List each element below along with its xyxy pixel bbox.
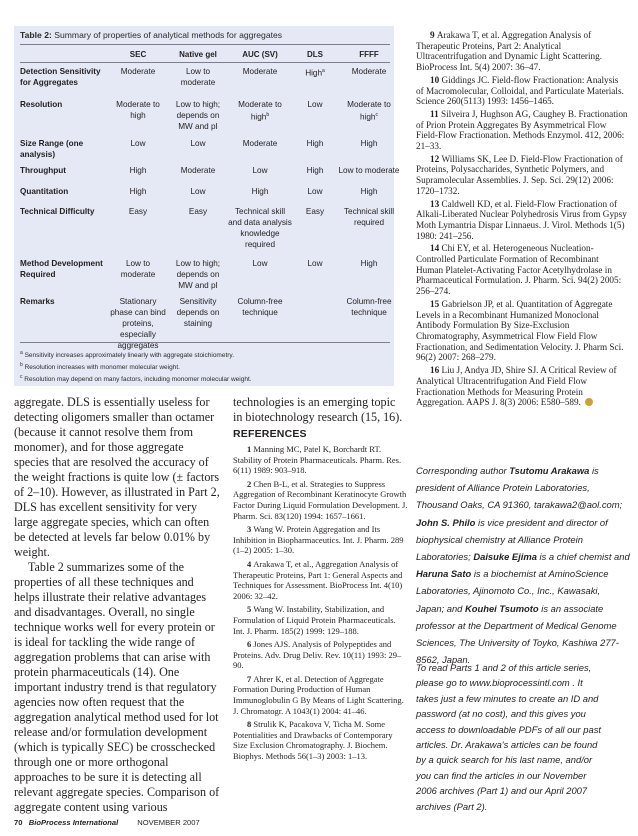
table-cell: Moderate	[242, 139, 278, 148]
table-footnote: $^c$ Resolution may depend on many factors, including monomer molecular weight.	[20, 374, 252, 384]
reference-item: 3 Wang W. Protein Aggregation and Its Inhibition in Biopharmaceutics. Int. J. Pharm. 289 (1–2) 2005: 1–30.	[233, 524, 404, 556]
table-cell: High	[360, 187, 378, 196]
table-cell: Low	[252, 259, 268, 268]
reference-item: 5 Wang W. Instability, Stabilization, and Formulation of Liquid Protein Pharmaceuticals. Int. J. Pharm. 185(2) 1999: 129–188.	[233, 604, 396, 636]
table-cell: Moderate	[120, 67, 156, 76]
table-cell: Moderate	[242, 67, 278, 76]
author-bio: Corresponding author Tsutomu Arakawa is president of Alliance Protein Laboratories, Thousand Oaks, CA 91360, tarakawa2@aol.com; John S. Philo is vice president and director of biophysical chemistry at Alliance Protein Laboratories; Daisuke Ejima is a chief chemist and Haruna Sato is a biochemist at AminoScience Laboratories, Ajinomoto Co., Inc., Kawasaki, Japan; and Kouhei Tsumoto is an associate professor at the Department of Medical Genome Sciences, The University of Toyko, Kashiwa 277-8562, Japan.	[416, 465, 630, 666]
references-list-mid	[233, 444, 409, 765]
table-cell: Low to moderate	[180, 67, 216, 87]
table-cell: Easy	[128, 207, 148, 216]
reader-note-line: archives (Part 2).	[416, 800, 488, 812]
table-cell: Moderate	[180, 166, 216, 175]
table-cell: Column-free technique	[346, 297, 392, 317]
table-row-label: Quantitation	[20, 187, 69, 196]
table-cell: Technical skill and data analysis knowledge required	[228, 207, 292, 249]
table-cell: Moderate to high$^c$	[347, 100, 391, 122]
table-row-label: Detection Sensitivity for Aggregates	[20, 67, 101, 87]
table-cell: High	[129, 166, 147, 175]
table-cell: Low to high; depends on MW and pI	[175, 100, 221, 131]
table-title	[20, 30, 282, 40]
table-footnote: $^b$ Resolution increases with monomer molecular weight.	[20, 362, 180, 372]
reference-item: 13 Caldwell KD, et al. Field-Flow Fractionation of Alkali-Liberated Nuclear Polyhedrosis Virus from Gypsy Moth Lymantria Dispar Linnaeus. J. Virol. Methods 1(5) 1980: 241–256.	[416, 198, 627, 241]
body-paragraph: Table 2 summarizes some of the properties of all these techniques and helps illustrate their relative advantages and disadvantages. Overall, no single technique works well for every protein or is ideal for tackling the wide range of aggregation problems that can arise with protein pharmaceuticals (14). One important industry trend is that regulatory agencies now often request that the aggregation analytical method used for lot release and/or formulation development (which is typically SEC) be crosschecked through one or more orthogonal approaches to be sure it is detecting all relevant aggregate species. Comparison of aggregate content using various	[14, 560, 220, 814]
reference-item: 16 Liu J, Andya JD, Shire SJ. A Critical Review of Analytical Ultracentrifugation And Field Flow Fractionation Methods for Measuring Protein Aggregation. AAPS J. 8(3) 2006: E580–589.	[416, 365, 617, 408]
reference-item: 15 Gabrielson JP, et al. Quantitation of Aggregate Levels in a Recombinant Humanized Monoclonal Antibody Formulation By Size-Exclusion Chromatography, Asymmetrical Flow Field Flow Fractionation, and Sedimentation Velocity. J. Pharm Sci. 96(2) 2007: 268–279.	[416, 298, 624, 363]
reader-note-line: by a quick search for his last name, and/or	[416, 754, 593, 766]
table-header-0: SEC	[129, 50, 147, 59]
end-mark-icon	[585, 398, 593, 406]
reader-note-line: access to downloadable PDFs of all our past	[416, 723, 601, 735]
journal-name: BioProcess International	[28, 818, 119, 827]
table-cell: Low	[252, 166, 268, 175]
page-footer	[14, 818, 200, 827]
table-cell: Easy	[188, 207, 208, 216]
reader-note-line: To read Parts 1 and 2 of this article series,	[416, 662, 592, 673]
table-cell: High$^a$	[305, 68, 325, 78]
table-rule-bottom	[20, 342, 390, 343]
reader-note-line: password (at no cost), and this gives you	[416, 708, 586, 720]
table-row-label: Method Development Required	[20, 259, 103, 279]
reader-note-line: articles. Dr. Arakawa's articles can be found	[416, 739, 598, 751]
table-cell: Low to moderate	[338, 166, 400, 175]
table-caption: Summary of properties of analytical methods for aggregates	[54, 30, 283, 40]
reference-item: 12 Williams SK, Lee D. Field-Flow Fractionation of Proteins, Polysaccharides, Synthetic Polymers, and Supramolecular Assemblies. J. Sep. Sci. 29(12) 2006: 1720–1732.	[416, 153, 623, 196]
table-cell: Moderate to high	[116, 100, 160, 120]
table-header-1: Native gel	[179, 50, 217, 59]
reference-item: 14 Chi EY, et al. Heterogeneous Nucleation-Controlled Particulate Formation of Recombinant Human Platelet-Activating Factor Acetylhydrolase in Pharmaceutical Formulation. J. Pharm. Sci. 94(2) 2005: 256–274.	[416, 243, 622, 297]
table-cell: Column-free technique	[237, 297, 283, 317]
reference-item: 4 Arakawa T, et al., Aggregation Analysis of Therapeutic Proteins, Part 1: General Aspects and Techniques for Assessment. BioProcess Int. 4(10) 2006: 32–42.	[233, 558, 403, 601]
table-row-label: Remarks	[20, 297, 55, 306]
table-cell: Low	[307, 187, 323, 196]
reference-item: 10 Giddings JC. Field-flow Fractionation: Analysis of Macromolecular, Colloidal, and Particulate Materials. Science 260(5113) 1993: 1456–1465.	[416, 74, 624, 107]
table-number: Table 2:	[20, 30, 52, 40]
author-name: Tsutomu Arakawa	[509, 465, 590, 476]
table-cell: Technical skill required	[343, 207, 395, 227]
table-cell: High	[306, 139, 324, 148]
table-cell: High	[251, 187, 269, 196]
author-name: Daisuke Ejima	[473, 551, 537, 563]
table-cell: Low	[307, 100, 323, 109]
reference-item: 2 Chen B-L, et al. Strategies to Suppress Aggregation of Recombinant Keratinocyte Growth Factor During Liquid Formulation Development. J. Pharm. Sci. 83(120) 1994: 1657–1661.	[233, 478, 408, 521]
reference-item: 9 Arakawa T, et al. Aggregation Analysis of Therapeutic Proteins, Part 2: Analytical Ultracentrifugation and Dynamic Light Scattering. BioProcess Int. 5(4) 2007: 36–47.	[416, 30, 602, 73]
reader-note-line: takes just a few minutes to create an ID and	[416, 692, 599, 704]
table-cell: Easy	[305, 207, 325, 216]
table-cell: Low to moderate	[120, 259, 156, 279]
table-row-label: Throughput	[20, 166, 66, 175]
body-left-column	[14, 395, 220, 815]
table-header-3: DLS	[307, 50, 323, 59]
table-header-4: FFFF	[359, 50, 379, 59]
table-cell: Low to high; depends on MW and pI	[175, 259, 221, 290]
table-row-label: Size Range (one analysis)	[20, 139, 84, 159]
table-cell: High	[360, 139, 378, 148]
references-list-right	[416, 30, 628, 410]
table-cell: Low	[130, 139, 146, 148]
body-mid-column	[233, 395, 405, 425]
body-paragraph: aggregate. DLS is essentially useless for detecting oligomers smaller than octamer (because it cannot resolve them from monomer), and for those aggregate species that are resolved the accuracy of the weight fractions is quite low (± factors of 2–10). However, as illustrated in Part 2, DLS has excellent sensitivity for very large aggregate species, which can often be detected at levels far below 0.01% by weight.	[14, 395, 220, 559]
table-row-label: Resolution	[20, 100, 63, 109]
table-cell: Moderate to high$^b$	[238, 100, 282, 122]
reference-item: 8 Strulik K, Pacakova V, Ticha M. Some Potentialities and Drawbacks of Contemporary Size Exclusion Chromatography. J. Biochem. Biophys. Methods 56(1–3) 2003: 1–13.	[233, 719, 393, 762]
reference-item: 1 Manning MC, Patel K, Borchardt RT. Stability of Protein Pharmaceuticals. Pharm. Res. 6(11) 1989: 903–918.	[233, 444, 402, 476]
table-cell: High	[129, 187, 147, 196]
table-row-label: Technical Difficulty	[20, 207, 95, 216]
reader-note	[416, 660, 630, 814]
reference-item: 11 Silveira J, Hughson AG, Caughey B. Fractionation of Prion Protein Aggregates By Asymmetrical Flow Field-Flow Fractionation. Methods Enzymol. 412, 2006: 21–33.	[416, 108, 628, 152]
reference-item: 7 Ahrer K, et al. Detection of Aggregate Formation During Production of Human Immunoglobulin G By Means of Light Scattering. J. Chromatogr. A 1043(1) 2004: 41–46.	[233, 673, 404, 716]
table-cell: Moderate	[351, 67, 387, 76]
reader-note-line: please go to www.bioprocessintl.com . It	[416, 677, 583, 689]
table-cell: High	[360, 259, 378, 268]
reader-note-line: 2006 archives (Part 1) and our April 2007	[416, 785, 588, 797]
table-rule-top	[20, 44, 390, 45]
table-cell: Stationary phase can bind proteins, especially aggregates	[110, 297, 166, 350]
table-cell: Low	[307, 259, 323, 268]
author-name: Kouhei Tsumoto	[465, 602, 539, 614]
table-cell: Low	[190, 139, 206, 148]
author-name: Haruna Sato	[416, 568, 472, 580]
table-footnote: $^a$ Sensitivity increases approximately linearly with aggregate stoichiometry.	[20, 350, 235, 360]
page-number: 70	[14, 818, 23, 827]
table-cell: Low	[190, 187, 206, 196]
table-cell: Sensitivity depends on staining	[176, 297, 220, 328]
reference-item: 6 Jones AJS. Analysis of Polypeptides and Proteins. Adv. Drug Deliv. Rev. 10(11) 1993: 29–90.	[233, 639, 402, 671]
author-name: John S. Philo	[416, 516, 476, 528]
issue-date: NOVEMBER 2007	[137, 818, 200, 827]
table-header-2: AUC (SV)	[242, 50, 278, 59]
reader-note-line: you can find the articles in our November	[416, 769, 587, 781]
references-heading: REFERENCES	[233, 428, 307, 440]
table-rule-header	[20, 62, 390, 63]
body-paragraph: technologies is an emerging topic in biotechnology research (15, 16).	[233, 395, 403, 424]
table-cell: High	[306, 166, 324, 175]
